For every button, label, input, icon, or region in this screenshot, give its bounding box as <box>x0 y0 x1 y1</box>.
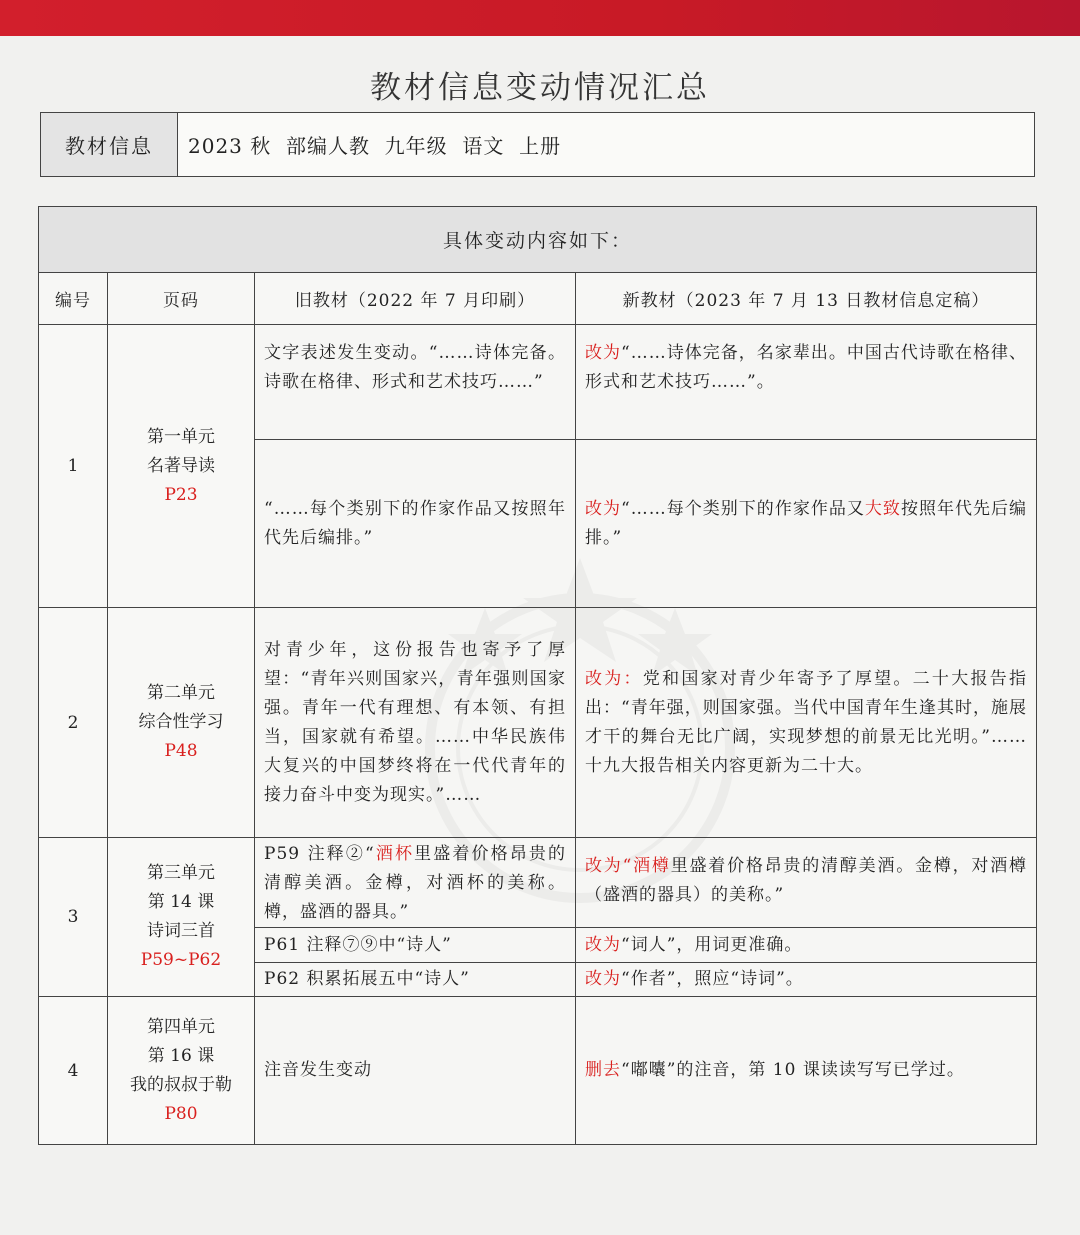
new-text-body: “……诗体完备，名家辈出。中国古代诗歌在格律、形式和艺术技巧……”。 <box>585 343 1028 392</box>
highlighted-word: 酒樽 <box>632 856 671 876</box>
page-title: 教材信息变动情况汇总 <box>370 70 710 106</box>
row-location <box>108 608 255 838</box>
changes-banner: 具体变动内容如下： <box>39 207 1037 273</box>
location-line: 我的叔叔于勒 <box>130 1074 232 1095</box>
new-text <box>576 928 1037 963</box>
row-location <box>108 325 255 608</box>
row-location <box>108 838 255 997</box>
header-num: 编号 <box>39 273 108 325</box>
new-text <box>576 997 1037 1145</box>
page-number: P23 <box>164 484 198 505</box>
page-number: P80 <box>164 1103 198 1124</box>
old-text: 注音发生变动 <box>255 997 576 1145</box>
new-text <box>576 440 1037 608</box>
header-new: 新教材（2023 年 7 月 13 日教材信息定稿） <box>576 273 1037 325</box>
header-page: 页码 <box>108 273 255 325</box>
new-text-body: 按照年代先后编排。” <box>585 498 1028 548</box>
new-text <box>576 325 1037 440</box>
textbook-info-value: 2023 秋 部编人教 九年级 语文 上册 <box>188 134 562 158</box>
location-line: 第三单元 <box>147 863 215 883</box>
new-text-body: “作者”，照应“诗词”。 <box>621 969 804 989</box>
new-text-body: 党和国家对青少年寄予了厚望。二十大报告指出：“青年强，则国家强。当代中国青年生逢其时，施展才干的舞台无比广阔，实现梦想的前景无比光明。”……十九大报告相关内容更新为二十大。 <box>585 668 1028 776</box>
top-red-band <box>0 0 1080 36</box>
row-number: 4 <box>39 997 108 1145</box>
row-number: 3 <box>39 838 108 997</box>
location-line: 第二单元 <box>147 683 215 703</box>
new-text-body: “嘟囔”的注音，第 10 课读读写写已学过。 <box>621 1060 965 1080</box>
change-prefix: 改为 <box>585 969 621 989</box>
location-line: 诗词三首 <box>147 921 215 941</box>
old-text-body: 里盛着价格昂贵的清醇美酒。金樽，对酒杯的美称。樽，盛酒的器具。” <box>264 844 567 922</box>
table-row <box>39 997 1037 1145</box>
textbook-info-label: 教材信息 <box>41 113 178 176</box>
old-text: P62 积累拓展五中“诗人” <box>255 963 576 997</box>
highlighted-word: 大致 <box>864 498 901 519</box>
location-line: 综合性学习 <box>138 712 224 732</box>
new-text <box>576 963 1037 997</box>
location-line: 第 14 课 <box>147 892 215 912</box>
textbook-info-box <box>40 112 1035 177</box>
row-number: 2 <box>39 608 108 838</box>
new-text <box>576 838 1037 928</box>
location-line: 第四单元 <box>147 1016 215 1037</box>
table-row <box>39 608 1037 838</box>
header-row <box>39 273 1037 325</box>
old-text-body: P59 注释②“ <box>264 844 375 864</box>
table-row <box>39 838 1037 928</box>
old-text: 文字表述发生变动。“……诗体完备。诗歌在格律、形式和艺术技巧……” <box>255 325 576 440</box>
new-text-body: “词人”，用词更准确。 <box>621 934 803 955</box>
page-number: P59~P62 <box>140 950 222 970</box>
new-text-body: “……每个类别下的作家作品又 <box>621 498 865 519</box>
change-prefix: 删去 <box>585 1060 621 1080</box>
new-text <box>576 608 1037 838</box>
highlighted-word: 酒杯 <box>374 844 415 864</box>
change-prefix: 改为 <box>585 343 622 363</box>
table-row <box>39 325 1037 440</box>
header-old: 旧教材（2022 年 7 月印刷） <box>255 273 576 325</box>
changes-table <box>38 206 1037 1145</box>
old-text: “……每个类别下的作家作品又按照年代先后编排。” <box>255 440 576 608</box>
location-line: 第一单元 <box>147 426 215 447</box>
location-line: 名著导读 <box>147 455 215 476</box>
old-text: P61 注释⑦⑨中“诗人” <box>255 928 576 963</box>
change-prefix: 改为 <box>585 498 622 519</box>
location-line: 第 16 课 <box>147 1045 215 1066</box>
row-location <box>108 997 255 1145</box>
old-text <box>255 838 576 928</box>
page-number: P48 <box>164 741 198 761</box>
new-text-body: 里盛着价格昂贵的清醇美酒。金樽，对酒樽（盛酒的器具）的美称。” <box>585 856 1028 905</box>
change-prefix: 改为 <box>585 934 621 955</box>
change-prefix: 改为： <box>585 668 643 689</box>
row-number: 1 <box>39 325 108 608</box>
old-text: 对青少年，这份报告也寄予了厚望：“青年兴则国家兴，青年强则国家强。青年一代有理想、有本领、有担当，国家就有希望。……中华民族伟大复兴的中国梦终将在一代代青年的接力奋斗中变为现实。”…… <box>255 608 576 838</box>
change-prefix: 改为“ <box>585 856 633 876</box>
